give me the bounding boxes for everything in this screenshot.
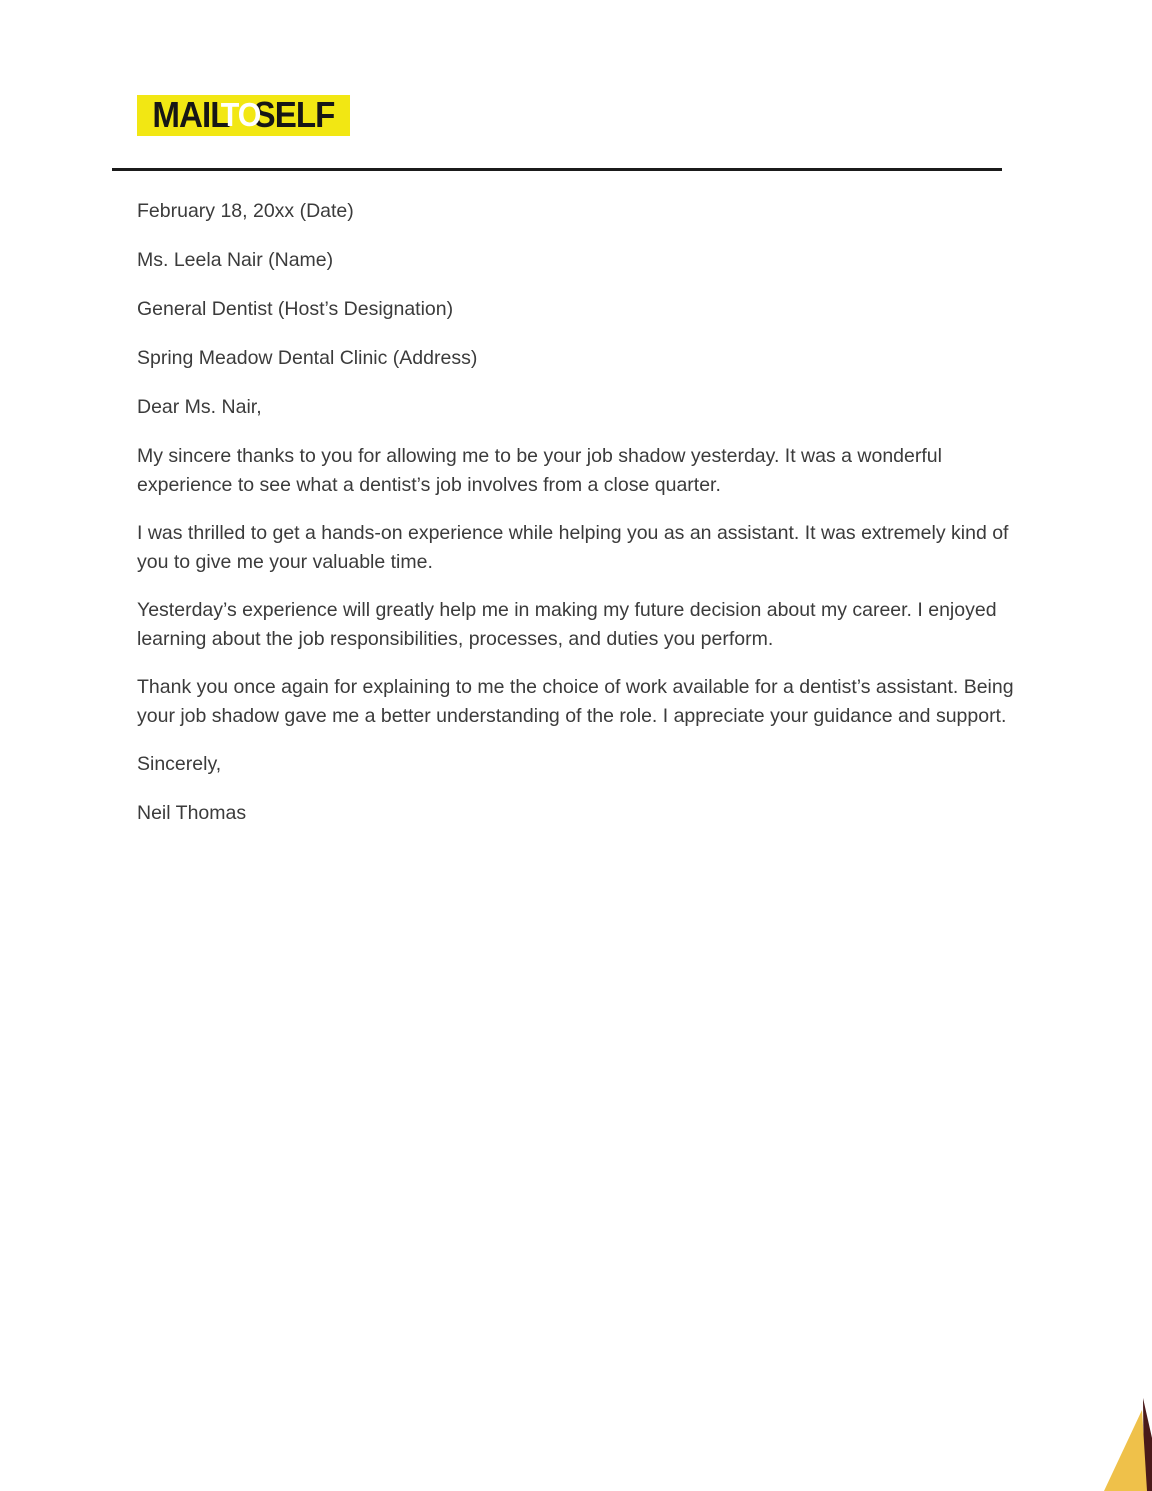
mail-to-self-logo xyxy=(137,95,350,136)
letter-body xyxy=(137,197,1015,848)
signature-name: Neil Thomas xyxy=(137,802,247,824)
salutation: Dear Ms. Nair, xyxy=(137,396,262,418)
paragraph-1: My sincere thanks to you for allowing me to be your job shadow yesterday. It was a wonderful experience to see what a dentist’s job involves from a close quarter. xyxy=(137,445,942,496)
paragraph-4: Thank you once again for explaining to me the choice of work available for a dentist’s assistant. Being your job shadow gave me a better understanding of the role. I appreciate your guidance and support. xyxy=(137,676,1014,727)
paragraph-2: I was thrilled to get a hands-on experience while helping you as an assistant. It was extremely kind of you to give me your valuable time. xyxy=(137,522,1009,573)
header-divider xyxy=(112,168,1002,171)
logo-word-to: TO xyxy=(220,96,261,133)
closing: Sincerely, xyxy=(137,753,222,775)
recipient-designation: General Dentist (Host’s Designation) xyxy=(137,298,454,320)
logo-word-self: SELF xyxy=(253,93,335,135)
corner-ribbon-decoration xyxy=(1060,1370,1152,1491)
paragraph-3: Yesterday’s experience will greatly help me in making my future decision about my career. I enjoyed learning about the job responsibilities, processes, and duties you perform. xyxy=(137,599,997,650)
logo-word-mail: MAIL xyxy=(152,93,230,135)
corner-maroon-sliver xyxy=(1143,1398,1152,1491)
recipient-name: Ms. Leela Nair (Name) xyxy=(137,249,334,271)
corner-yellow-wedge xyxy=(1104,1410,1147,1491)
recipient-address: Spring Meadow Dental Clinic (Address) xyxy=(137,347,478,369)
letter-date: February 18, 20xx (Date) xyxy=(137,200,354,222)
